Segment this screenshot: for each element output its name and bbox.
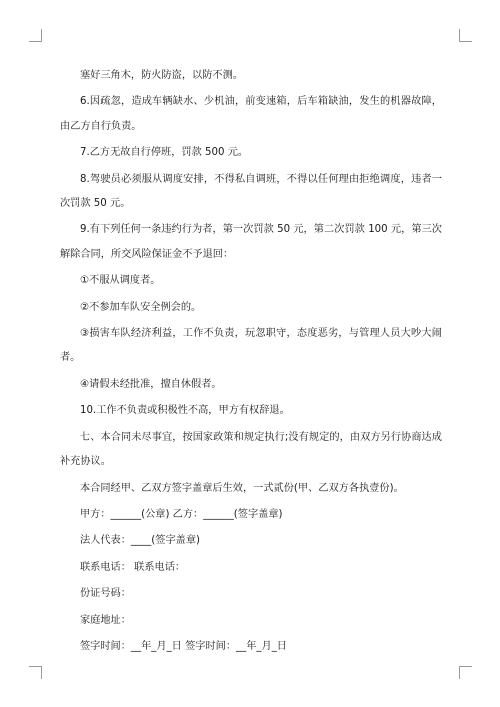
paragraph-clause-6: 6.因疏忽，造成车辆缺水、少机油，前变速箱，后车箱缺油，发生的机器故障，由乙方自行负责。 — [60, 96, 442, 132]
paragraph-item-2: ②不参加车队安全例会的。 — [80, 301, 202, 313]
signature-parties: 甲方：______(公章) 乙方：______(签字盖章) — [80, 508, 283, 520]
paragraph-effective: 本合同经甲、乙双方签字盖章后生效，一式贰份(甲、乙双方各执壹份)。 — [80, 482, 404, 494]
crop-mark-bottom-left — [29, 666, 42, 679]
paragraph-clause-9: 9.有下列任何一条违约行为者，第一次罚款 50 元，第二次罚款 100 元，第三次解除合同，所交风险保证金不予退回： — [60, 224, 442, 260]
paragraph-item-3: ③损害车队经济利益，工作不负责，玩忽职守，态度恶劣，与管理人员大吵大闹者。 — [60, 328, 442, 364]
paragraph-fire-safety: 塞好三角木，防火防盗，以防不测。 — [80, 70, 243, 81]
crop-mark-bottom-right — [459, 666, 472, 679]
signature-id-number: 份证号码： — [80, 588, 131, 600]
signature-address: 家庭地址： — [80, 614, 131, 626]
paragraph-item-1: ①不服从调度者。 — [80, 275, 161, 287]
signature-phone: 联系电话： 联系电话： — [80, 561, 186, 573]
document-body — [60, 64, 442, 661]
crop-mark-top-right — [459, 29, 472, 42]
paragraph-clause-7: 7.乙方无故自行停班，罚款 500 元。 — [80, 147, 249, 159]
crop-mark-top-left — [29, 29, 42, 42]
signature-date: 签字时间：__年_月_日 签字时间：__年_月_日 — [80, 640, 287, 652]
paragraph-clause-10: 10.工作不负责或积极性不高，甲方有权辞退。 — [80, 405, 290, 417]
signature-legal-rep: 法人代表：____(签字盖章) — [80, 535, 201, 547]
paragraph-item-4: ④请假未经批准，擅自休假者。 — [80, 378, 222, 390]
paragraph-clause-8: 8.驾驶员必须服从调度安排，不得私自调班，不得以任何理由拒绝调度，违者一次罚款 50 元。 — [60, 173, 442, 210]
paragraph-section-7: 七、本合同未尽事宜，按国家政策和规定执行;没有规定的，由双方另行协商达成补充协议。 — [60, 431, 442, 468]
